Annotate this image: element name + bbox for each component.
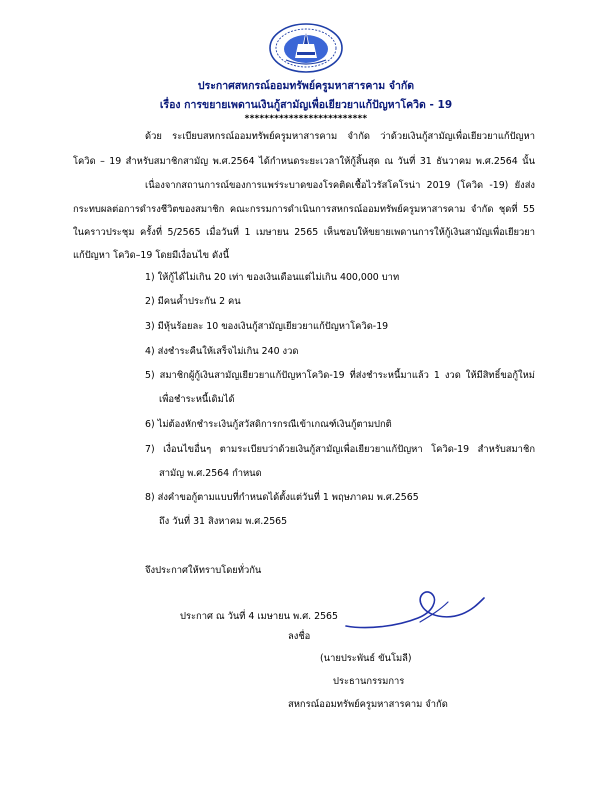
paragraph-2-line-3: ในคราวประชุม ครั้งที่ 5/2565 เมื่อวันที่ 1 เมษายน 2565 เห็นชอบให้ขยายเพดานการให้กู้เงินสามัญเพื่อเยียวยา <box>73 227 535 238</box>
condition-1: 1) ให้กู้ได้ไม่เกิน 20 เท่า ของเงินเดือนแต่ไม่เกิน 400,000 บาท <box>145 272 400 283</box>
paragraph-2-line-2: กระทบผลต่อการดำรงชีวิตของสมาชิก คณะกรรมการดำเนินการสหกรณ์ออมทรัพย์ครูมหาสารคาม จำกัด ชุดที่ 55 <box>73 204 535 215</box>
closing-statement: จึงประกาศให้ทราบโดยทั่วกัน <box>145 565 262 576</box>
signatory-position: ประธานกรรมการ <box>333 676 405 687</box>
paragraph-2-line-1: เนื่องจากสถานการณ์ของการแพร่ระบาดของโรคติดเชื้อไวรัสโคโรน่า 2019 (โควิด -19) ยังส่ง <box>145 180 535 191</box>
announcement-subject: เรื่อง การขยายเพดานเงินกู้สามัญเพื่อเยียวยาแก้ปัญหาโควิด - 19 <box>159 99 453 111</box>
condition-6: 6) ไม่ต้องหักชำระเงินกู้สวัสดิการกรณีเข้าเกณฑ์เงินกู้ตามปกติ <box>145 419 392 430</box>
signatory-organization: สหกรณ์ออมทรัพย์ครูมหาสารคาม จำกัด <box>288 699 448 710</box>
title-divider: ************************* <box>244 114 368 124</box>
paragraph-1-line-2: โควิด – 19 สำหรับสมาชิกสามัญ พ.ศ.2564 ได้กำหนดระยะเวลาให้กู้สิ้นสุด ณ วันที่ 31 ธันวาคม พ.ศ.2564 นั้น <box>73 156 535 167</box>
paragraph-1-line-1: ด้วย ระเบียบสหกรณ์ออมทรัพย์ครูมหาสารคาม จำกัด ว่าด้วยเงินกู้สามัญเพื่อเยียวยาแก้ปัญหา <box>145 131 535 142</box>
condition-7-continued: สามัญ พ.ศ.2564 กำหนด <box>159 468 262 479</box>
condition-2: 2) มีคนค้ำประกัน 2 คน <box>145 296 241 307</box>
sign-label: ลงชื่อ <box>288 631 311 642</box>
announcement-title: ประกาศสหกรณ์ออมทรัพย์ครูมหาสารคาม จำกัด <box>197 80 415 92</box>
cooperative-logo <box>268 22 344 74</box>
condition-5-continued: เพื่อชำระหนี้เดิมได้ <box>159 394 235 405</box>
paragraph-2-line-4: แก้ปัญหา โควิด–19 โดยมีเงื่อนไข ดังนี้ <box>73 250 230 261</box>
condition-8: 8) ส่งคำขอกู้ตามแบบที่กำหนดได้ตั้งแต่วันที่ 1 พฤษภาคม พ.ศ.2565 <box>145 492 419 503</box>
announcement-date: ประกาศ ณ วันที่ 4 เมษายน พ.ศ. 2565 <box>180 611 338 622</box>
condition-7: 7) เงื่อนไขอื่นๆ ตามระเบียบว่าด้วยเงินกู้สามัญเพื่อเยียวยาแก้ปัญหา โควิด-19 สำหรับสมาชิก <box>145 444 535 455</box>
condition-4: 4) ส่งชำระคืนให้เสร็จไม่เกิน 240 งวด <box>145 346 299 357</box>
condition-5: 5) สมาชิกผู้กู้เงินสามัญเยียวยาแก้ปัญหาโควิด-19 ที่ส่งชำระหนี้มาแล้ว 1 งวด ให้มีสิทธิ์ขอกู้ใหม่ <box>145 370 535 381</box>
condition-8-continued: ถึง วันที่ 31 สิงหาคม พ.ศ.2565 <box>159 516 288 527</box>
handwritten-signature <box>338 586 488 636</box>
signatory-name: (นายประพันธ์ ขันโมลี) <box>320 653 412 664</box>
condition-3: 3) มีหุ้นร้อยละ 10 ของเงินกู้สามัญเยียวยาแก้ปัญหาโควิด-19 <box>145 321 389 332</box>
